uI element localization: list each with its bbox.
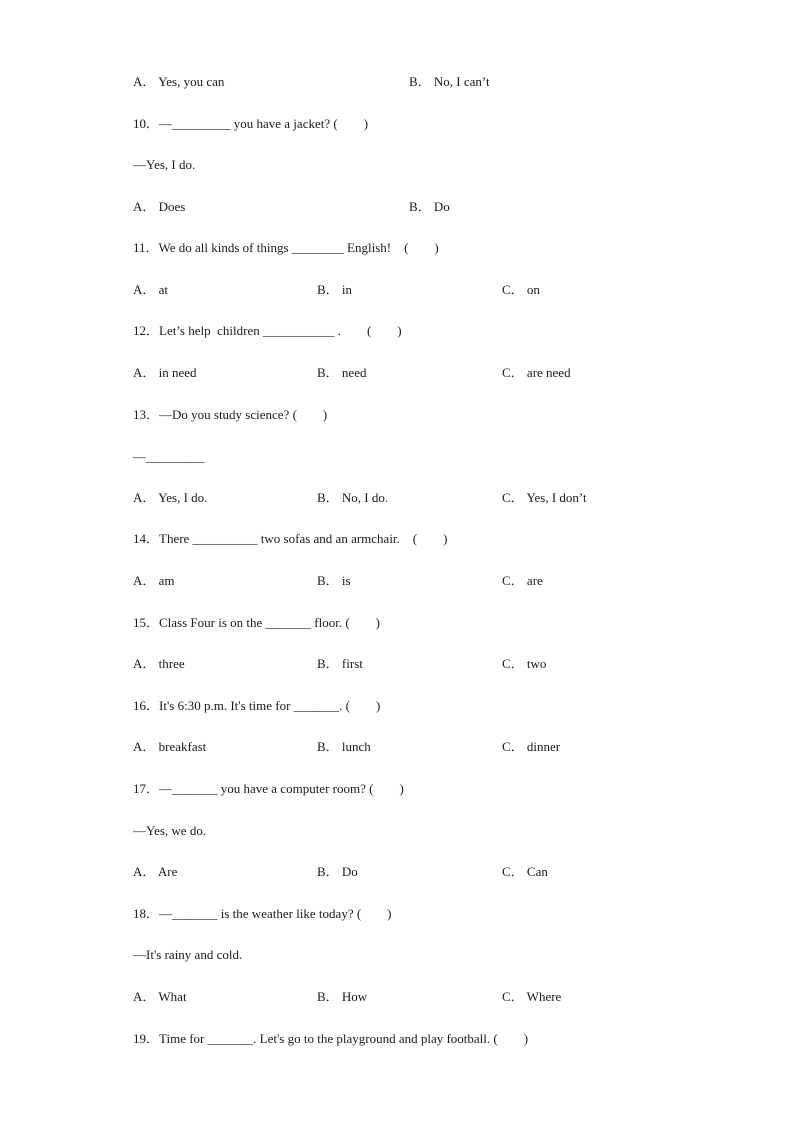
question-line: 10．—_________ you have a jacket? ( ) (133, 116, 369, 131)
answer-option-b[interactable]: B． first (317, 656, 363, 671)
answer-option-c[interactable]: C． Yes, I don’t (502, 490, 587, 505)
question-line: 19．Time for _______. Let's go to the playground and play football. ( ) (133, 1031, 529, 1046)
answer-option-c[interactable]: C． two (502, 656, 547, 671)
answer-option-c[interactable]: C． dinner (502, 739, 561, 754)
question-line: 13．—Do you study science? ( ) (133, 407, 328, 422)
answer-option-c[interactable]: C． are (502, 573, 543, 588)
answer-option-b[interactable]: B． in (317, 282, 353, 297)
answer-option-b[interactable]: B． No, I can’t (409, 74, 490, 89)
answer-option-b[interactable]: B． is (317, 573, 351, 588)
answer-option-a[interactable]: A． Yes, I do. (133, 490, 208, 505)
answer-option-c[interactable]: C． Can (502, 864, 548, 879)
answer-option-a[interactable]: A． Yes, you can (133, 74, 225, 89)
question-line: 15．Class Four is on the _______ floor. ( ) (133, 615, 380, 630)
question-line: —Yes, I do. (133, 157, 196, 172)
answer-option-a[interactable]: A． breakfast (133, 739, 207, 754)
question-line: 16．It's 6:30 p.m. It's time for _______. ( ) (133, 698, 381, 713)
answer-option-b[interactable]: B． How (317, 989, 368, 1004)
question-line: 14．There __________ two sofas and an armchair. ( ) (133, 531, 448, 546)
answer-option-a[interactable]: A． What (133, 989, 187, 1004)
answer-option-a[interactable]: A． three (133, 656, 185, 671)
answer-option-b[interactable]: B． Do (317, 864, 358, 879)
answer-option-c[interactable]: C． on (502, 282, 540, 297)
question-line: 11．We do all kinds of things ________ English! ( ) (133, 240, 439, 255)
answer-option-a[interactable]: A． Does (133, 199, 186, 214)
answer-option-a[interactable]: A． am (133, 573, 175, 588)
answer-option-b[interactable]: B． Do (409, 199, 450, 214)
answer-option-c[interactable]: C． Where (502, 989, 562, 1004)
answer-option-a[interactable]: A． Are (133, 864, 178, 879)
answer-option-c[interactable]: C． are need (502, 365, 571, 380)
question-line: —Yes, we do. (133, 823, 207, 838)
answer-option-b[interactable]: B． lunch (317, 739, 371, 754)
question-line: 18．—_______ is the weather like today? ( ) (133, 906, 392, 921)
answer-option-a[interactable]: A． in need (133, 365, 197, 380)
question-line: 17．—_______ you have a computer room? ( ) (133, 781, 404, 796)
answer-option-a[interactable]: A． at (133, 282, 169, 297)
answer-option-b[interactable]: B． No, I do. (317, 490, 389, 505)
question-line: —It's rainy and cold. (133, 947, 243, 962)
question-line: —_________ (133, 449, 205, 464)
answer-option-b[interactable]: B． need (317, 365, 367, 380)
question-line: 12．Let’s help children ___________ . ( ) (133, 323, 402, 338)
